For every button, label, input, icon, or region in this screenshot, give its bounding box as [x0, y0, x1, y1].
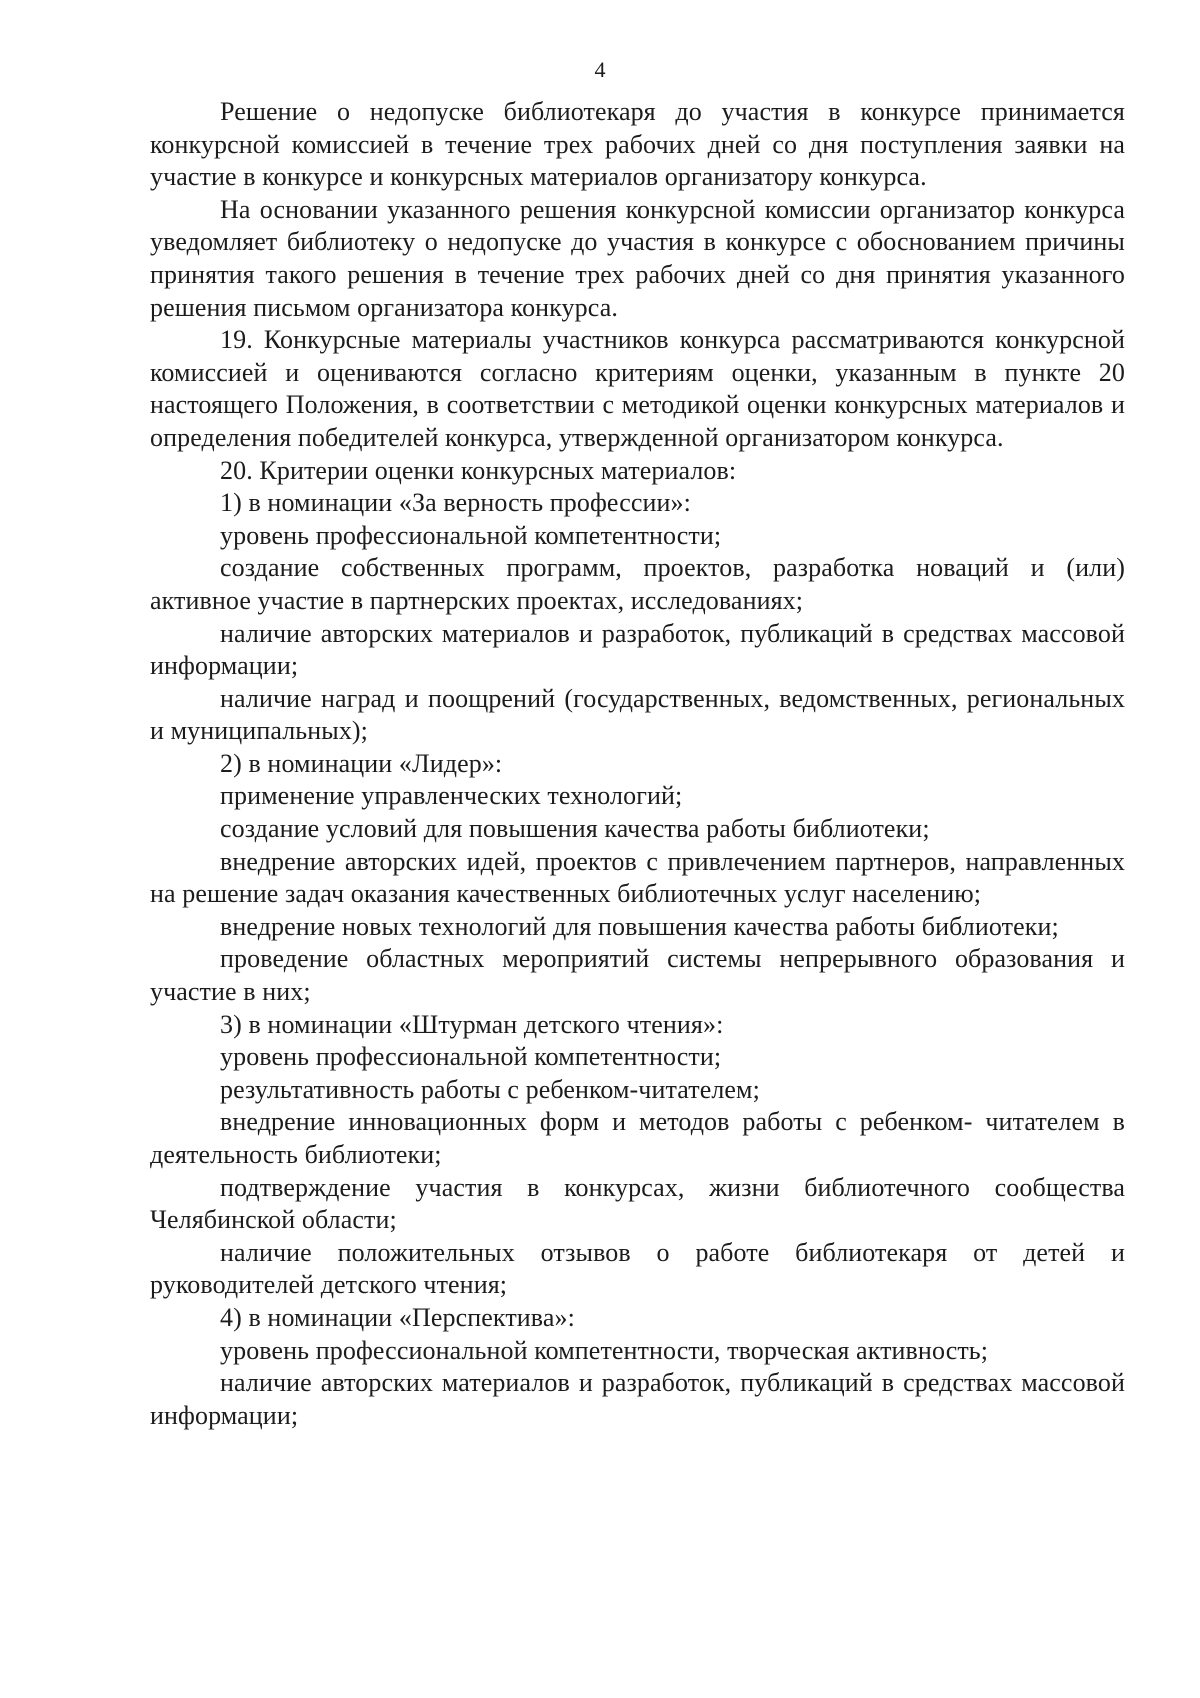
- page-number: 4: [594, 57, 606, 82]
- paragraph-rejection-decision: Решение о недопуске библиотекаря до участия в конкурсе принимается конкурсной комиссией в течение трех рабочих дней со дня поступления заявки на участие в конкурсе и конкурсных материалов организатору конкурса.: [150, 97, 1125, 192]
- criterion-item: уровень профессиональной компетентности;: [220, 1042, 722, 1072]
- nomination-heading: 1) в номинации «За верность профессии»:: [220, 488, 691, 518]
- criterion-item: подтверждение участия в конкурсах, жизни библиотечного сообщества Челябинской области;: [150, 1172, 1125, 1235]
- paragraph-item-19: 19. Конкурсные материалы участников конкурса рассматриваются конкурсной комиссией и оцениваются согласно критериям оценки, указанным в пункте 20 настоящего Положения, в соответствии с методикой оценки конкурсных материалов и определения победителей конкурса, утвержденной организатором конкурса.: [150, 325, 1125, 452]
- criterion-item: создание условий для повышения качества работы библиотеки;: [220, 814, 930, 844]
- paragraph-notification: На основании указанного решения конкурсной комиссии организатор конкурса уведомляет библиотеку о недопуске до участия в конкурсе с обоснованием причины принятия такого решения в течение трех рабочих дней со дня принятия указанного решения письмом организатора конкурса.: [150, 194, 1125, 322]
- criterion-item: внедрение инновационных форм и методов работы с ребенком- читателем в деятельность библиотеки;: [150, 1107, 1125, 1169]
- criterion-item: уровень профессиональной компетентности, творческая активность;: [220, 1335, 989, 1365]
- criterion-item: результативность работы с ребенком-читателем;: [220, 1074, 760, 1104]
- nomination-heading: 4) в номинации «Перспектива»:: [220, 1302, 575, 1332]
- criterion-item: внедрение новых технологий для повышения качества работы библиотеки;: [220, 911, 1059, 941]
- criterion-item: наличие авторских материалов и разработок, публикаций в средствах массовой информации;: [150, 1368, 1125, 1430]
- criterion-item: наличие положительных отзывов о работе библиотекаря от детей и руководителей детского чтения;: [150, 1237, 1125, 1300]
- criterion-item: создание собственных программ, проектов, разработка новаций и (или) активное участие в партнерских проектах, исследованиях;: [150, 553, 1125, 615]
- nomination-heading: 3) в номинации «Штурман детского чтения»:: [220, 1009, 724, 1039]
- criterion-item: проведение областных мероприятий системы непрерывного образования и участие в них;: [150, 944, 1125, 1007]
- nomination-heading: 2) в номинации «Лидер»:: [220, 748, 503, 778]
- document-body: [150, 96, 1125, 1432]
- criterion-item: уровень профессиональной компетентности;: [220, 520, 722, 550]
- criterion-item: наличие наград и поощрений (государственных, ведомственных, региональных и муниципальных);: [150, 683, 1125, 746]
- criterion-item: внедрение авторских идей, проектов с привлечением партнеров, направленных на решение задач оказания качественных библиотечных услуг населению;: [150, 846, 1125, 909]
- paragraph-item-20-heading: 20. Критерии оценки конкурсных материалов:: [220, 455, 737, 485]
- criterion-item: применение управленческих технологий;: [220, 781, 683, 811]
- criterion-item: наличие авторских материалов и разработок, публикаций в средствах массовой информации;: [150, 618, 1125, 681]
